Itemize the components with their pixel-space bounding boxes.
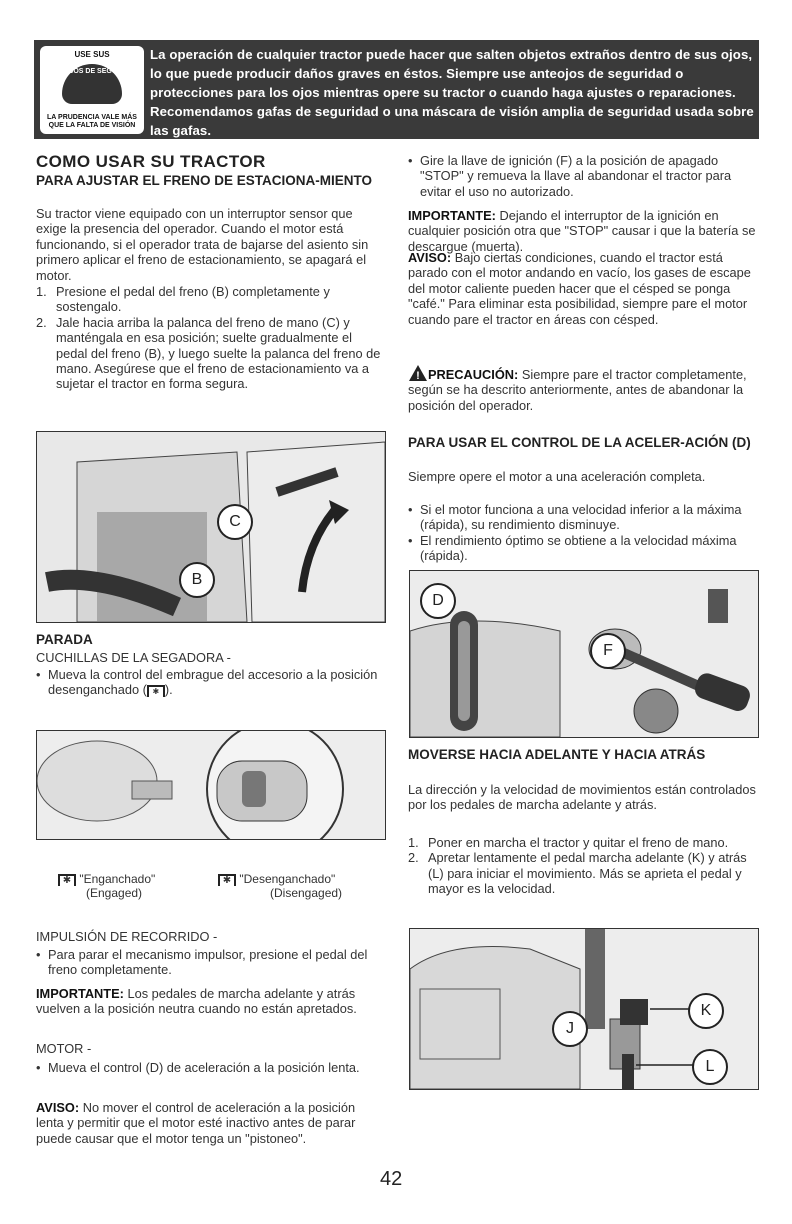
- move-steps: [408, 835, 756, 897]
- badge-top-text: USE SUS: [74, 50, 110, 59]
- warning-text: La operación de cualquier tractor puede hacer que salten objetos extraños dentro de sus ojos, lo que puede producir daños graves en éstos. Siempre use anteojos de seguridad o protecciones para los ojos mientras opere su tractor o cuando haga ajustes o reparaciones. Recomendamos gafas de seguridad o una máscara de visión amplia de seguridad usada sobre las gafas.: [150, 47, 754, 138]
- blades-bullets: [36, 667, 386, 698]
- disengaged-pto-icon: ✱: [218, 874, 236, 886]
- notice-left: AVISO: No mover el control de aceleración a la posición lenta y permitir que el motor esté inactivo antes de parar puede causar que el motor tenga un "pistoneo".: [36, 1100, 356, 1146]
- warning-triangle-icon: [408, 364, 428, 382]
- throttle-bullets: [408, 502, 758, 564]
- motor-label: MOTOR -: [36, 1041, 92, 1056]
- svg-text:!: !: [416, 370, 420, 382]
- pedals-figure: [409, 928, 759, 1090]
- parking-brake-intro: Su tractor viene equipado con un interruptor sensor que exige la presencia del operador. Cuando el motor está funcionando, si el operador trata de bajarse del asiento sin primero aplicar el freno de estacionamiento, se apagará el motor.: [36, 206, 369, 283]
- drive-bullet: • Para parar el mecanismo impulsor, presione el pedal del freno completamente.: [36, 947, 386, 978]
- badge-mid-text: ANTEOJOS DE SEGURIDAD: [44, 68, 140, 75]
- throttle-intro: Siempre opere el motor a una aceleración completa.: [408, 469, 706, 484]
- pto-figure: [36, 730, 386, 840]
- stop-heading: PARADA: [36, 632, 93, 647]
- move-heading: MOVERSE HACIA ADELANTE Y HACIA ATRÁS: [408, 747, 706, 762]
- important-note-right: IMPORTANTE: Dejando el interruptor de la ignición en cualquier posición otra que "STOP" causar i que la batería se descargue (muerta).: [408, 208, 756, 254]
- notice-right: AVISO: Bajo ciertas condiciones, cuando el tractor está parado con el motor andando en vacío, los gases de escape del motor caliente pueden hacer que el césped se ponga "café." Para eliminar esta posibilidad, siempre pare el motor cuando pare el tractor en áreas con césped.: [408, 250, 751, 327]
- blades-label: CUCHILLAS DE LA SEGADORA -: [36, 650, 231, 665]
- callout-k: K: [688, 993, 724, 1029]
- parking-brake-heading: PARA AJUSTAR EL FRENO DE ESTACIONA-MIENTO: [36, 173, 373, 188]
- callout-l: L: [692, 1049, 728, 1085]
- motor-bullet: • Mueva el control (D) de aceleración a la posición lenta.: [36, 1060, 386, 1075]
- safety-glasses-badge: [40, 46, 144, 134]
- throttle-illustration: [410, 571, 758, 737]
- disengaged-pto-icon: ✱: [147, 685, 165, 697]
- move-step: 2. Apretar lentamente el pedal marcha adelante (K) y atrás (L) para iniciar el movimiento. Más se aprieta el pedal y mayor es la velocidad.: [408, 850, 747, 897]
- throttle-bullet: • El rendimiento óptimo se obtiene a la velocidad máxima (rápida).: [408, 533, 758, 564]
- motor-bullets: [36, 1060, 386, 1075]
- blades-bullet: • Mueva la control del embrague del accesorio a la posición desenganchado ( ✱ ).: [36, 667, 386, 698]
- drive-label: IMPULSIÓN DE RECORRIDO -: [36, 929, 218, 944]
- callout-j: J: [552, 1011, 588, 1047]
- pto-illustration: [37, 731, 385, 839]
- parking-brake-steps: [36, 284, 381, 392]
- disengaged-mode: ✱ "Desenganchado" (Disengaged): [218, 872, 342, 900]
- drive-bullets: [36, 947, 386, 978]
- callout-f: F: [590, 633, 626, 669]
- brake-step: 1. Presione el pedal del freno (B) completamente y sostengalo.: [36, 284, 330, 315]
- ignition-bullets: [408, 153, 758, 199]
- parking-brake-figure: [36, 431, 386, 623]
- important-note-left: IMPORTANTE: Los pedales de marcha adelante y atrás vuelven a la posición neutra cuando no están apretados.: [36, 986, 357, 1017]
- ignition-bullet: • Gire la llave de ignición (F) a la posición de apagado "STOP" y remueva la llave al abandonar el tractor para evitar el uso no autorizado.: [408, 153, 758, 199]
- move-step: 1. Poner en marcha el tractor y quitar el freno de mano.: [408, 835, 729, 850]
- throttle-bullet: • Si el motor funciona a una velocidad inferior a la máxima (rápida), su rendimiento disminuye.: [408, 502, 758, 533]
- badge-bottom-text: LA PRUDENCIA VALE MÁS QUE LA FALTA DE VISIÓN: [47, 114, 137, 129]
- throttle-heading: PARA USAR EL CONTROL DE LA ACELER-ACIÓN (D): [408, 435, 751, 450]
- engaged-pto-icon: ✱: [58, 874, 76, 886]
- brake-illustration: [37, 432, 385, 622]
- page-number: 42: [380, 1168, 403, 1190]
- engaged-mode: ✱ "Enganchado" (Engaged): [58, 872, 155, 900]
- caution-note: ! PRECAUCIÓN: Siempre pare el tractor completamente, según se ha descrito anteriormente, antes de abandonar la posición del operador.: [408, 364, 758, 413]
- callout-d: D: [420, 583, 456, 619]
- throttle-figure: [409, 570, 759, 738]
- callout-c: C: [217, 504, 253, 540]
- brake-step: 2. Jale hacia arriba la palanca del freno de mano (C) y manténgala en esa posición; suelte gradualmente el pedal del freno (B), y luego suelte la palanca del freno de mano. Asegúrese que el freno de estacionamiento va a sujetar el tractor en forma segura.: [36, 314, 381, 392]
- callout-b: B: [179, 562, 215, 598]
- section-title: COMO USAR SU TRACTOR: [36, 152, 266, 171]
- move-intro: La dirección y la velocidad de movimientos están controlados por los pedales de marcha adelante y atrás.: [408, 782, 756, 813]
